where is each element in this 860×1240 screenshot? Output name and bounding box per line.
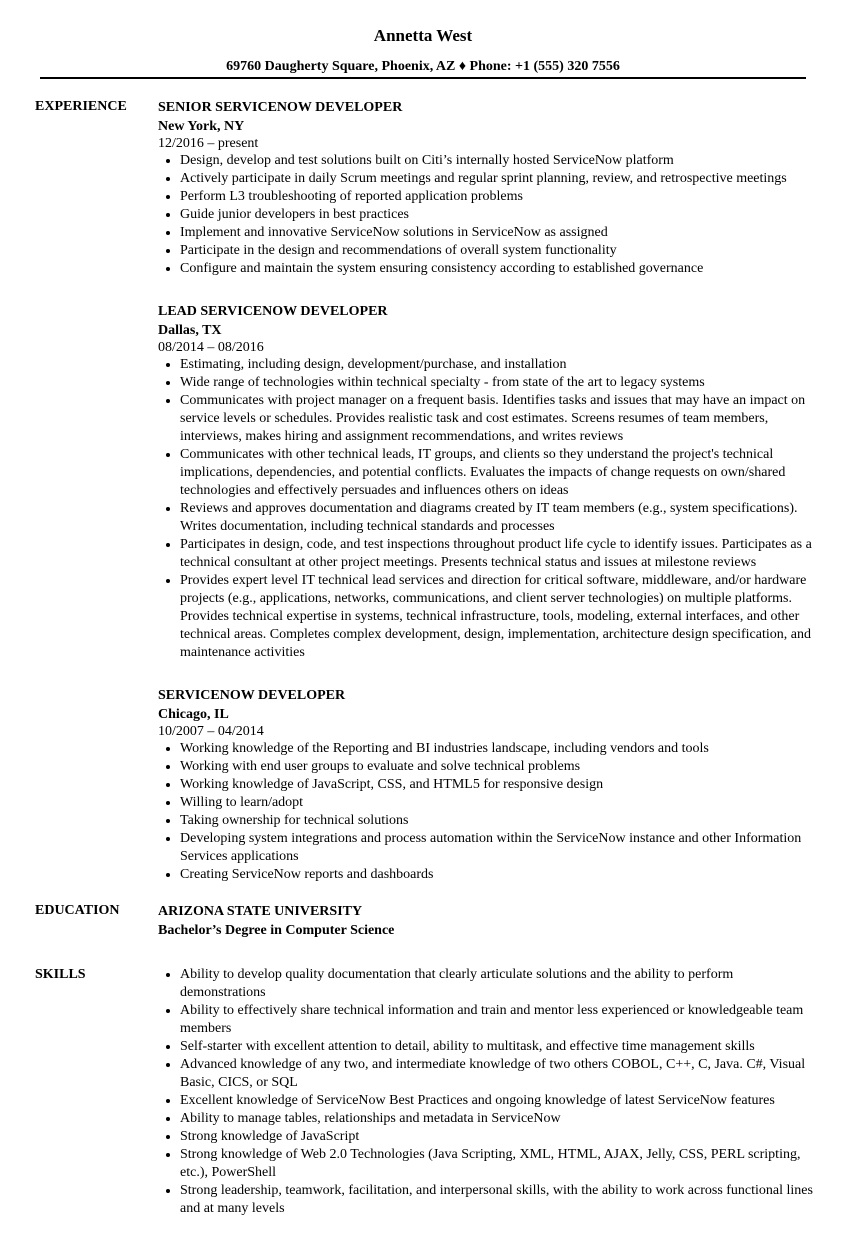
skill-item: • Advanced knowledge of any two, and intermediate knowledge of two others COBOL, C++, C, Java. C#, Visual Basic, CICS, or SQL bbox=[180, 1056, 818, 1092]
job-bullet: • Provides expert level IT technical lead services and direction for critical software, middleware, and/or hardware projects (e.g., applications, networks, communications, and client server technologies) on multiple platforms. Provides technical expertise in systems, technical infrastructure, tools, modeling, external interfaces, and other technical areas. Completes complex development, design, implementation, architecture design specification, and maintenance activities bbox=[180, 572, 818, 662]
job-entry bbox=[158, 98, 818, 278]
contact-line: 69760 Daugherty Square, Phoenix, AZ ♦ Phone: +1 (555) 320 7556 bbox=[226, 59, 620, 74]
job-bullet: • Working knowledge of the Reporting and BI industries landscape, including vendors and tools bbox=[180, 740, 818, 758]
job-bullet-list bbox=[158, 740, 818, 884]
job-bullet: • Participate in the design and recommendations of overall system functionality bbox=[180, 242, 818, 260]
job-bullet: • Working with end user groups to evaluate and solve technical problems bbox=[180, 758, 818, 776]
skill-item: • Ability to manage tables, relationships and metadata in ServiceNow bbox=[180, 1110, 818, 1128]
job-bullet: • Estimating, including design, development/purchase, and installation bbox=[180, 356, 818, 374]
education-degree: Bachelor’s Degree in Computer Science bbox=[158, 923, 395, 938]
skills-list bbox=[158, 966, 818, 1218]
job-dates: 10/2007 – 04/2014 bbox=[158, 724, 264, 739]
job-bullet: • Wide range of technologies within technical specialty - from state of the art to legacy systems bbox=[180, 374, 818, 392]
job-bullet: • Design, develop and test solutions built on Citi’s internally hosted ServiceNow platform bbox=[180, 152, 818, 170]
job-bullet: • Communicates with project manager on a frequent basis. Identifies tasks and issues that may have an impact on service levels or schedules. Provides realistic task and cost estimates. Screens resumes of team members, interviews, makes hiring and assignment recommendations, and writes reviews bbox=[180, 392, 818, 446]
job-bullet: • Developing system integrations and process automation within the ServiceNow instance and other Information Services applications bbox=[180, 830, 818, 866]
resume-content bbox=[0, 98, 860, 1218]
education-body bbox=[158, 902, 818, 940]
skill-item: • Self-starter with excellent attention to detail, ability to multitask, and effective time management skills bbox=[180, 1038, 818, 1056]
skills-section bbox=[0, 966, 860, 1218]
experience-body bbox=[158, 98, 818, 908]
job-bullet: • Taking ownership for technical solutions bbox=[180, 812, 818, 830]
education-school: ARIZONA STATE UNIVERSITY bbox=[158, 904, 363, 919]
job-location: Chicago, IL bbox=[158, 707, 229, 722]
job-bullet-list bbox=[158, 152, 818, 278]
job-bullet: • Configure and maintain the system ensuring consistency according to established governance bbox=[180, 260, 818, 278]
job-dates: 08/2014 – 08/2016 bbox=[158, 340, 264, 355]
job-bullet: • Working knowledge of JavaScript, CSS, and HTML5 for responsive design bbox=[180, 776, 818, 794]
skill-item: • Strong knowledge of Web 2.0 Technologies (Java Scripting, XML, HTML, AJAX, Jelly, CSS, PERL scripting, etc.), PowerShell bbox=[180, 1146, 818, 1182]
job-title: LEAD SERVICENOW DEVELOPER bbox=[158, 304, 388, 319]
job-bullet: • Communicates with other technical leads, IT groups, and clients so they understand the project's technical implications, dependencies, and potential conflicts. Evaluates the impacts of change requests on own/shared technologies and effectively persuades and influences others on ideas bbox=[180, 446, 818, 500]
job-location: Dallas, TX bbox=[158, 323, 222, 338]
job-entry bbox=[158, 302, 818, 662]
section-label-skills: SKILLS bbox=[35, 967, 86, 982]
section-label-education: EDUCATION bbox=[35, 903, 120, 918]
job-bullet: • Perform L3 troubleshooting of reported application problems bbox=[180, 188, 818, 206]
job-title: SENIOR SERVICENOW DEVELOPER bbox=[158, 100, 403, 115]
job-dates: 12/2016 – present bbox=[158, 136, 259, 151]
job-bullet: • Participates in design, code, and test inspections throughout product life cycle to identify issues. Participates as a technical consultant at other project meetings. Presents technical status and issues at milestone reviews bbox=[180, 536, 818, 572]
experience-section bbox=[0, 98, 860, 908]
job-bullet: • Guide junior developers in best practices bbox=[180, 206, 818, 224]
header-divider bbox=[40, 77, 806, 79]
job-bullet: • Implement and innovative ServiceNow solutions in ServiceNow as assigned bbox=[180, 224, 818, 242]
skill-item: • Strong knowledge of JavaScript bbox=[180, 1128, 818, 1146]
job-location: New York, NY bbox=[158, 119, 245, 134]
job-bullet: • Willing to learn/adopt bbox=[180, 794, 818, 812]
skill-item: • Strong leadership, teamwork, facilitation, and interpersonal skills, with the ability to work across functional lines and at many levels bbox=[180, 1182, 818, 1218]
section-label-experience: EXPERIENCE bbox=[35, 99, 127, 114]
job-bullet: • Creating ServiceNow reports and dashboards bbox=[180, 866, 818, 884]
skill-item: • Ability to effectively share technical information and train and mentor less experienced or knowledgeable team members bbox=[180, 1002, 818, 1038]
education-section bbox=[0, 902, 860, 940]
job-bullet: • Reviews and approves documentation and diagrams created by IT team members (e.g., system specifications). Writes documentation, including technical standards and processes bbox=[180, 500, 818, 536]
candidate-name: Annetta West bbox=[373, 26, 473, 45]
job-title: SERVICENOW DEVELOPER bbox=[158, 688, 346, 703]
job-bullet: • Actively participate in daily Scrum meetings and regular sprint planning, review, and retrospective meetings bbox=[180, 170, 818, 188]
job-entry bbox=[158, 686, 818, 884]
skill-item: • Ability to develop quality documentation that clearly articulate solutions and the ability to perform demonstrations bbox=[180, 966, 818, 1002]
skills-body bbox=[158, 966, 818, 1218]
job-bullet-list bbox=[158, 356, 818, 662]
skill-item: • Excellent knowledge of ServiceNow Best Practices and ongoing knowledge of latest ServiceNow features bbox=[180, 1092, 818, 1110]
